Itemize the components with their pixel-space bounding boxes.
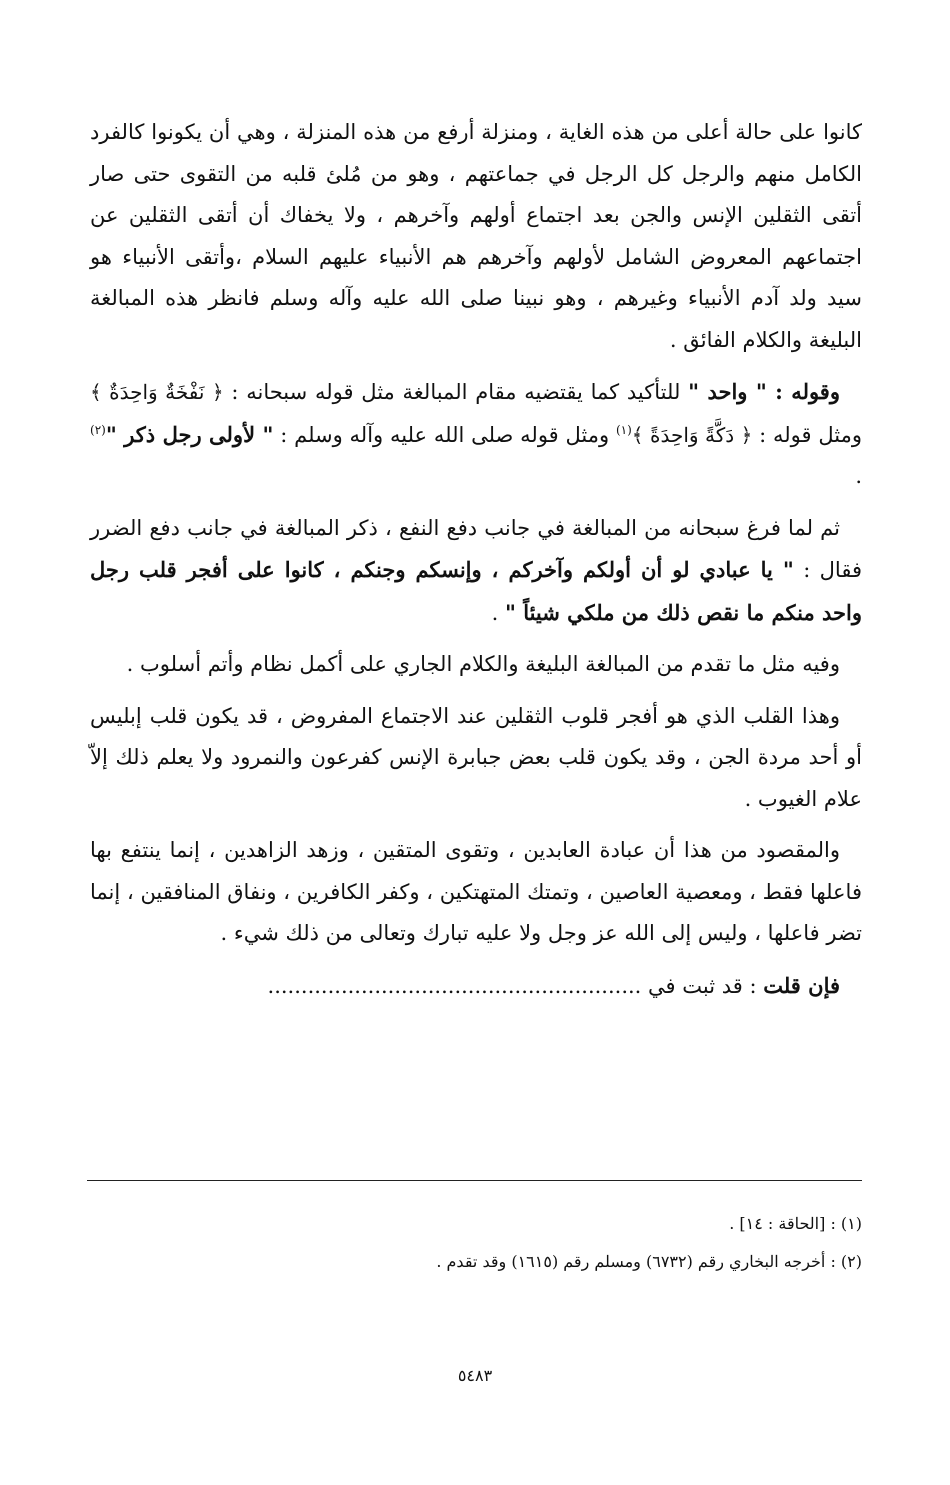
continuation-dots: ........................................................ <box>267 973 642 998</box>
paragraph-2-end: . <box>855 464 862 488</box>
footnote-ref-2: (٢) <box>90 422 106 437</box>
body-text <box>90 112 862 1017</box>
paragraph-2-text-3: ومثل قوله صلى الله عليه وآله وسلم : <box>273 422 616 447</box>
footnote-divider <box>87 1180 862 1181</box>
paragraph-2 <box>90 371 862 498</box>
hadith-quote: " لأولى رجل ذكر " <box>105 421 274 447</box>
paragraph-3-text: ثم لما فرغ سبحانه من المبالغة في جانب دفع النفع ، ذكر المبالغة في جانب دفع الضرر فقال : <box>90 515 862 582</box>
page-number: ٥٤٨٣ <box>457 1366 493 1385</box>
paragraph-7-lead: فإن قلت <box>763 972 840 998</box>
quran-verse-2: ﴿ دَكَّةً وَاحِدَةً ﴾ <box>631 422 753 447</box>
paragraph-3 <box>90 508 862 635</box>
quran-verse-1: ﴿ نَفْخَةٌ وَاحِدَةٌ ﴾ <box>90 380 224 404</box>
paragraph-6: والمقصود من هذا أن عبادة العابدين ، وتقوى المتقين ، وزهد الزاهدين ، إنما ينتفع بها فاعلها فقط ، ومعصية العاصين ، وتمتك المتهتكين ، وكفر الكافرين ، ونفاق المنافقين ، إنما تضر فاعلها ، وليس إلى الله عز وجل ولا عليه تبارك وتعالى من ذلك شيء . <box>90 838 862 945</box>
paragraph-2-lead: وقوله : " واحد " <box>688 379 840 404</box>
paragraph-7-text: : قد ثبت في <box>641 973 764 998</box>
footnote-ref-1: (١) <box>615 422 632 437</box>
footnotes <box>90 1205 862 1281</box>
paragraph-5: وهذا القلب الذي هو أفجر قلوب الثقلين عند الاجتماع المفروض ، قد يكون قلب إبليس أو أحد مردة الجن ، وقد يكون قلب بعض جبابرة الإنس كفرعون والنمرود ولا يعلم ذلك إلاّ علام الغيوب . <box>90 703 862 811</box>
footnote-1: (١) : [الحاقة : ١٤] . <box>729 1214 862 1233</box>
paragraph-7 <box>90 965 862 1008</box>
paragraph-2-text-2: ومثل قوله : <box>752 422 862 447</box>
paragraph-3-end: . <box>491 600 505 625</box>
paragraph-1: كانوا على حالة أعلى من هذه الغاية ، ومنزلة أرفع من هذه المنزلة ، وهي أن يكونوا كالفرد الكامل منهم والرجل كل الرجل في جماعتهم ، وهو من مُلئ قلبه من التقوى حتى صار أتقى الثقلين الإنس والجن بعد اجتماع أولهم وآخرهم ، ولا يخفاك أن أتقى الثقلين عن اجتماعهم المعروض الشامل لأولهم وآخرهم هم الأنبياء عليهم السلام ،وأتقى الأنبياء هو سيد ولد آدم الأنبياء وغيرهم ، وهو نبينا صلى الله عليه وآله وسلم فانظر هذه المبالغة البليغة والكلام الفائق . <box>90 120 862 352</box>
paragraph-2-text-1: للتأكيد كما يقتضيه مقام المبالغة مثل قوله سبحانه : <box>223 380 689 404</box>
paragraph-3-quote: " يا عبادي لو أن أولكم وآخركم ، وإنسكم وجنكم ، كانوا على أفجر قلب رجل واحد منكم ما نقص ذلك من ملكي شيئاً " <box>90 557 862 625</box>
footnote-2: (٢) : أخرجه البخاري رقم (٦٧٣٢) ومسلم رقم (١٦١٥) وقد تقدم . <box>436 1252 862 1271</box>
paragraph-4: وفيه مثل ما تقدم من المبالغة البليغة والكلام الجاري على أكمل نظام وأتم أسلوب . <box>126 652 840 676</box>
